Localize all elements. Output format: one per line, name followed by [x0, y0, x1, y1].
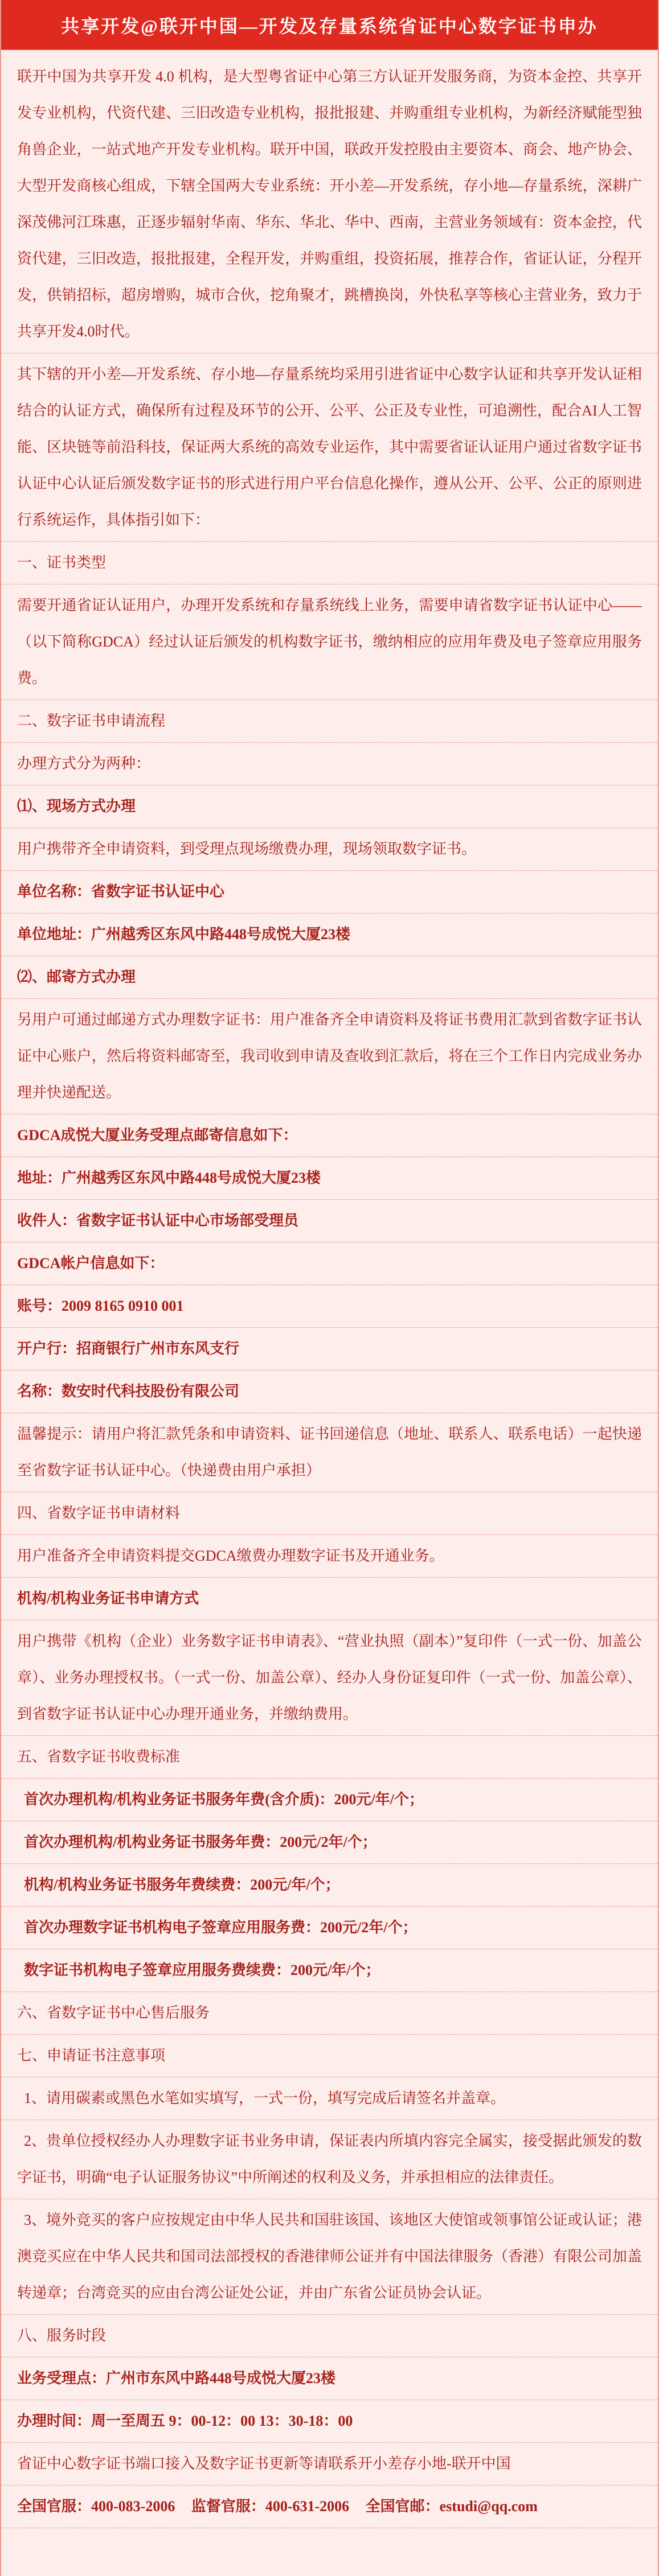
- section-heading-after-sales: 六、省数字证书中心售后服务: [1, 1992, 658, 2035]
- account-info-title: GDCA帐户信息如下：: [1, 1242, 658, 1285]
- mailing-address: 地址：广州越秀区东风中路448号成悦大厦23楼: [1, 1157, 658, 1200]
- cert-type-body: 需要开通省证认证用户，办理开发系统和存量系统线上业务，需要申请省数字证书认证中心——（以下简称GDCA）经过认证后颁发的机构数字证书，缴纳相应的应用年费及电子签章应用服务费。: [1, 585, 658, 700]
- intro-paragraph-2: 其下辖的开小差—开发系统、存小地—存量系统均采用引进省证中心数字认证和共享开发认证相结合的认证方式，确保所有过程及环节的公开、公平、公正及专业性，可追溯性，配合AI人工智能、区块链等前沿科技，保证两大系统的高效专业运作，其中需要省证认证用户通过省数字证书认证中心认证后颁发数字证书的形式进行用户平台信息化操作，遵从公开、公平、公正的原则进行系统运作，具体指引如下：: [1, 353, 658, 542]
- page-title: 共享开发@联开中国—开发及存量系统省证中心数字证书申办: [61, 15, 598, 36]
- section-heading-fees: 五、省数字证书收费标准: [1, 1736, 658, 1779]
- process-methods-intro: 办理方式分为两种：: [1, 743, 658, 785]
- materials-method-title: 机构/机构业务证书申请方式: [1, 1578, 658, 1620]
- section-heading-notes: 七、申请证书注意事项: [1, 2035, 658, 2077]
- account-name: 名称：数安时代科技股份有限公司: [1, 1371, 658, 1413]
- remittance-tip: 温馨提示：请用户将汇款凭条和申请资料、证书回递信息（地址、联系人、联系电话）一起快递至省数字证书认证中心。（快递费由用户承担）: [1, 1413, 658, 1492]
- account-number: 账号：2009 8165 0910 001: [1, 1285, 658, 1328]
- onsite-unit-address: 单位地址：广州越秀区东风中路448号成悦大厦23楼: [1, 913, 658, 956]
- section-heading-process: 二、数字证书申请流程: [1, 700, 658, 743]
- fee-item: 机构/机构业务证书服务年费续费：200元/年/个；: [1, 1864, 658, 1907]
- contact-hotline: 全国官服：400-083-2006: [17, 2498, 175, 2515]
- fee-item: 首次办理数字证书机构电子签章应用服务费：200元/2年/个；: [1, 1907, 658, 1949]
- note-item: 1、请用碳素或黑色水笔如实填写，一式一份，填写完成后请签名并盖章。: [1, 2077, 658, 2120]
- contact-supervision-hotline: 监督官服：400-631-2006: [191, 2498, 350, 2515]
- intro-paragraph-1: 联开中国为共享开发 4.0 机构，是大型粤省证中心第三方认证开发服务商，为资本金控、共享开发专业机构，代资代建、三旧改造专业机构，报批报建、并购重组专业机构，为新经济赋能型独角兽企业，一站式地产开发专业机构。联开中国，联政开发控股由主要资本、商会、地产协会、大型开发商核心组成，下辖全国两大专业系统：开小差—开发系统，存小地—存量系统，深耕广深茂佛河江珠惠，正逐步辐射华南、华东、华北、华中、西南，主营业务领域有：资本金控，代资代建，三旧改造，报批报建，全程开发，并购重组，投资拓展，推荐合作，省证认证，分程开发，供销招标，超房增购，城市合伙，挖角聚才，跳槽换岗，外快私享等核心主营业务，致力于共享开发4.0时代。: [1, 50, 658, 353]
- fee-item: 首次办理机构/机构业务证书服务年费(含介质)：200元/年/个；: [1, 1779, 658, 1821]
- mail-method-heading: ⑵、邮寄方式办理: [1, 956, 658, 999]
- service-hours: 办理时间：周一至周五 9：00-12：00 13：30-18：00: [1, 2400, 658, 2443]
- onsite-method-heading: ⑴、现场方式办理: [1, 785, 658, 828]
- service-location: 业务受理点：广州市东风中路448号成悦大厦23楼: [1, 2357, 658, 2400]
- mailing-info-title: GDCA成悦大厦业务受理点邮寄信息如下：: [1, 1114, 658, 1157]
- materials-intro: 用户准备齐全申请资料提交GDCA缴费办理数字证书及开通业务。: [1, 1535, 658, 1578]
- contact-line: [1, 2486, 658, 2528]
- contact-email: 全国官邮：estudi@qq.com: [365, 2498, 538, 2515]
- fee-item: 数字证书机构电子签章应用服务费续费：200元/年/个；: [1, 1949, 658, 1992]
- onsite-method-desc: 用户携带齐全申请资料，到受理点现场缴费办理，现场领取数字证书。: [1, 828, 658, 871]
- mail-method-desc: 另用户可通过邮递方式办理数字证书：用户准备齐全申请资料及将证书费用汇款到省数字证书认证中心账户，然后将资料邮寄至，我司收到申请及查收到汇款后，将在三个工作日内完成业务办理并快递配送。: [1, 999, 658, 1114]
- onsite-unit-name: 单位名称：省数字证书认证中心: [1, 871, 658, 913]
- section-heading-service-hours: 八、服务时段: [1, 2315, 658, 2357]
- section-heading-cert-type: 一、证书类型: [1, 542, 658, 585]
- fee-item: 首次办理机构/机构业务证书服务年费：200元/2年/个；: [1, 1821, 658, 1864]
- account-bank: 开户行：招商银行广州市东风支行: [1, 1328, 658, 1371]
- section-heading-materials: 四、省数字证书申请材料: [1, 1492, 658, 1535]
- page-header: [1, 0, 658, 50]
- article-body: [1, 50, 658, 2528]
- materials-desc: 用户携带《机构（企业）业务数字证书申请表》、“营业执照（副本）”复印件（一式一份、加盖公章）、业务办理授权书。（一式一份、加盖公章）、经办人身份证复印件（一式一份、加盖公章）、到省数字证书认证中心办理开通业务，并缴纳费用。: [1, 1620, 658, 1736]
- note-item: 2、贵单位授权经办人办理数字证书业务申请，保证表内所填内容完全属实，接受据此颁发的数字证书，明确“电子认证服务协议”中所阐述的权利及义务，并承担相应的法律责任。: [1, 2120, 658, 2199]
- mailing-recipient: 收件人：省数字证书认证中心市场部受理员: [1, 1200, 658, 1242]
- note-item: 3、境外竞买的客户应按规定由中华人民共和国驻该国、该地区大使馆或领事馆公证或认证；港澳竞买应在中华人民共和国司法部授权的香港律师公证并有中国法律服务（香港）有限公司加盖转递章；台湾竞买的应由台湾公证处公证，并由广东省公证员协会认证。: [1, 2199, 658, 2315]
- service-contact-note: 省证中心数字证书端口接入及数字证书更新等请联系开小差存小地-联开中国: [1, 2443, 658, 2486]
